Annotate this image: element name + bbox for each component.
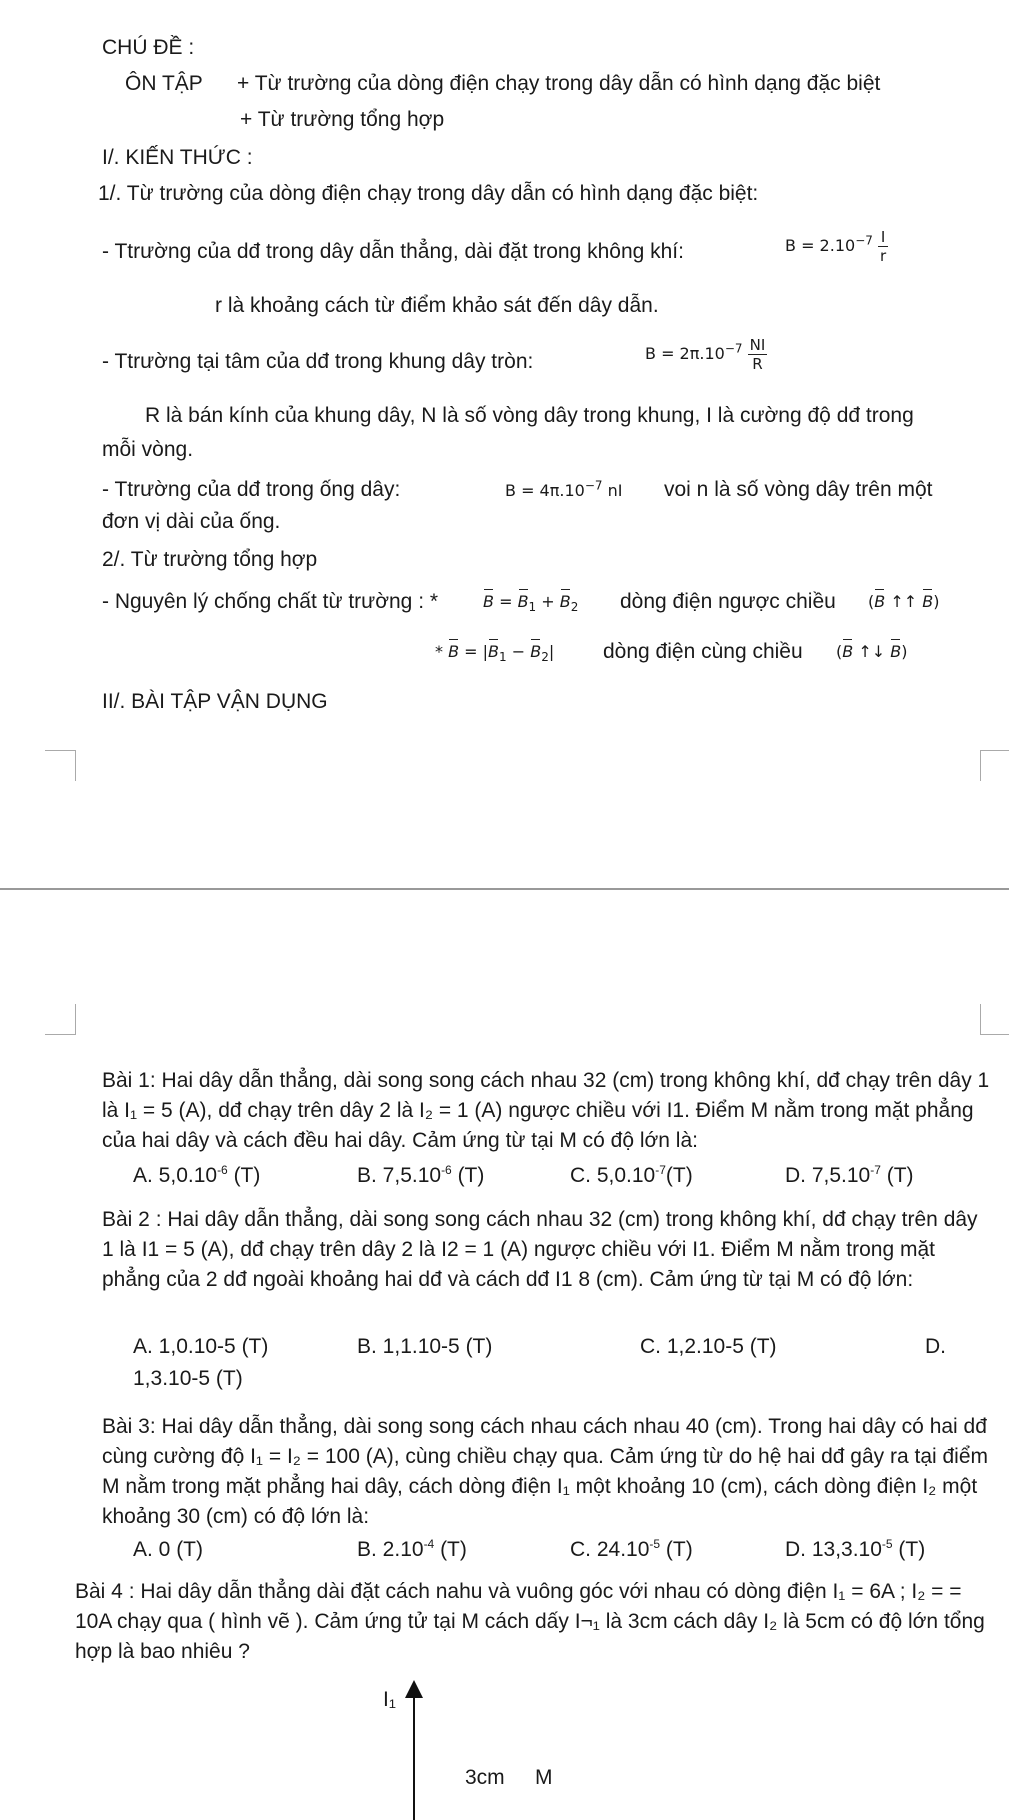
distance-label: 3cm [465, 1766, 505, 1789]
page-divider [0, 888, 1009, 890]
exercise-1-option-c: C. $5,0.10^{-7}(T)$ [570, 1163, 693, 1187]
straight-wire-note: r là khoảng cách từ điểm khảo sát đến dây dẫn. [215, 294, 659, 317]
page-corner-bottom-left [45, 1004, 76, 1035]
exercise-2-option-a: A. 1,0.10-5 (T) [133, 1335, 269, 1358]
exercise-2-option-b: B. 1,1.10-5 (T) [357, 1335, 493, 1358]
solenoid-line: - Ttrường của dđ trong ống dây: [102, 478, 401, 501]
superposition-formula-diff: * $B = |B_1 - B_2|$ [435, 642, 555, 665]
exercise-4-text: Bài 4 : Hai dây dẫn thẳng dài đặt cách nahu và vuông góc với nhau có dòng điện I₁ = 6A ; I₂ = = 10A chạy qua ( hình vẽ ). Cảm ứng tử tại M cách dấy I¬₁ là 3cm cách dây I₂ là 5cm có độ lớn tổng hợp là bao nhiêu ? [75, 1580, 985, 1663]
circular-loop-line: - Ttrường tại tâm của dđ trong khung dây tròn: [102, 350, 534, 373]
page-corner-bottom-right [980, 1004, 1009, 1035]
circular-loop-note-b: mỗi vòng. [102, 438, 194, 461]
point-label: M [535, 1766, 553, 1789]
superposition-formula-sum: $B = B_1 + B_2$ [483, 592, 579, 615]
circular-loop-formula: $B = 2\pi.10^{-7}$ $\frac{NI}{R}$ [645, 336, 766, 373]
exercise-1-option-b: B. $7,5.10^{-6}$ (T) [357, 1163, 485, 1187]
solenoid-formula: $B = 4\pi.10^{-7}$ nI [505, 478, 623, 500]
exercise-1-option-a: A. $5,0.10^{-6}$ (T) [133, 1163, 261, 1187]
exercise-3-option-a: A. 0 (T) [133, 1538, 204, 1561]
page-corner-top-right [980, 750, 1009, 781]
exercise-3-option-c: C. $24.10^{-5}$ (T) [570, 1537, 693, 1561]
page-corner-top-left [45, 750, 76, 781]
section-1-title: I/. KIẾN THỨC : [102, 146, 253, 169]
opposite-current-note: dòng điện ngược chiều [620, 590, 836, 613]
opposite-direction-symbol: (B ↑↑ B) [868, 592, 940, 611]
exercise-2-option-c: C. 1,2.10-5 (T) [640, 1335, 777, 1358]
exercise-3-text: Bài 3: Hai dây dẫn thẳng, dài song song cách nhau cách nhau 40 (cm). Trong hai dây có hai dđ cùng cường độ I₁ = I₂ = 100 (A), cùng chiều chạy qua. Cảm ứng từ do hệ hai dđ gây ra tại điểm M nằm trong mặt phẳng hai dây, cách dòng điện I₁ một khoảng 10 (cm), cách dòng điện I₂ một khoảng 30 (cm) có độ lớn là: [102, 1415, 989, 1528]
wire-label: I₁ [383, 1688, 396, 1711]
straight-wire-formula: $B = 2.10^{-7}$ $\frac{I}{r}$ [785, 228, 887, 265]
same-direction-symbol: (B ↑↓ B) [836, 642, 908, 661]
exercise-3-option-b: B. $2.10^{-4}$ (T) [357, 1537, 467, 1561]
topic-label: CHÚ ĐỀ : [102, 36, 195, 59]
exercise-1-option-d: D. $7,5.10^{-7}$ (T) [785, 1163, 914, 1187]
same-current-note: dòng điện cùng chiều [603, 640, 803, 663]
exercise-2-text: Bài 2 : Hai dây dẫn thẳng, dài song song cách nhau 32 (cm) trong không khí, dđ chạy trên dây 1 là I1 = 5 (A), dđ chạy trên dây 2 là I2 = 1 (A) ngược chiều với I1. Điểm M nằm trong mặt phẳng của 2 dđ ngoài khoảng hai dđ và cách dđ I1 8 (cm). Cảm ứng từ tại M có độ lớn: [102, 1208, 978, 1291]
wire-arrow [394, 1680, 434, 1820]
review-item-1: + Từ trường của dòng điện chạy trong dây dẫn có hình dạng đặc biệt [237, 72, 881, 95]
exercise-3-option-d: D. $13,3.10^{-5}$ (T) [785, 1537, 926, 1561]
subsection-2-title: 2/. Từ trường tổng hợp [102, 548, 318, 571]
exercise-2-option-d-value: 1,3.10-5 (T) [133, 1367, 243, 1390]
review-item-2: + Từ trường tổng hợp [240, 108, 445, 131]
solenoid-note-a: voi n là số vòng dây trên một [664, 478, 933, 501]
section-2-title: II/. BÀI TẬP VẬN DỤNG [102, 690, 328, 713]
exercise-2-option-d: D. [925, 1335, 946, 1358]
review-label: ÔN TẬP [125, 72, 203, 95]
straight-wire-line: - Ttrường của dđ trong dây dẫn thẳng, dài đặt trong không khí: [102, 240, 684, 263]
exercise-1-text: Bài 1: Hai dây dẫn thẳng, dài song song cách nhau 32 (cm) trong không khí, dđ chạy trên dây 1 là I₁ = 5 (A), dđ chạy trên dây 2 là I₂ = 1 (A) ngược chiều với I1. Điểm M nằm trong mặt phẳng của hai dây và cách đều hai dây. Cảm ứng từ tại M có độ lớn là: [102, 1069, 990, 1152]
wire-figure [383, 1680, 600, 1820]
solenoid-note-b: đơn vị dài của ống. [102, 510, 281, 533]
superposition-line: - Nguyên lý chống chất từ trường : * [102, 590, 439, 613]
subsection-1-title: 1/. Từ trường của dòng điện chạy trong dây dẫn có hình dạng đặc biệt: [98, 182, 759, 205]
circular-loop-note-a: R là bán kính của khung dây, N là số vòng dây trong khung, I là cường độ dđ trong [145, 404, 914, 427]
